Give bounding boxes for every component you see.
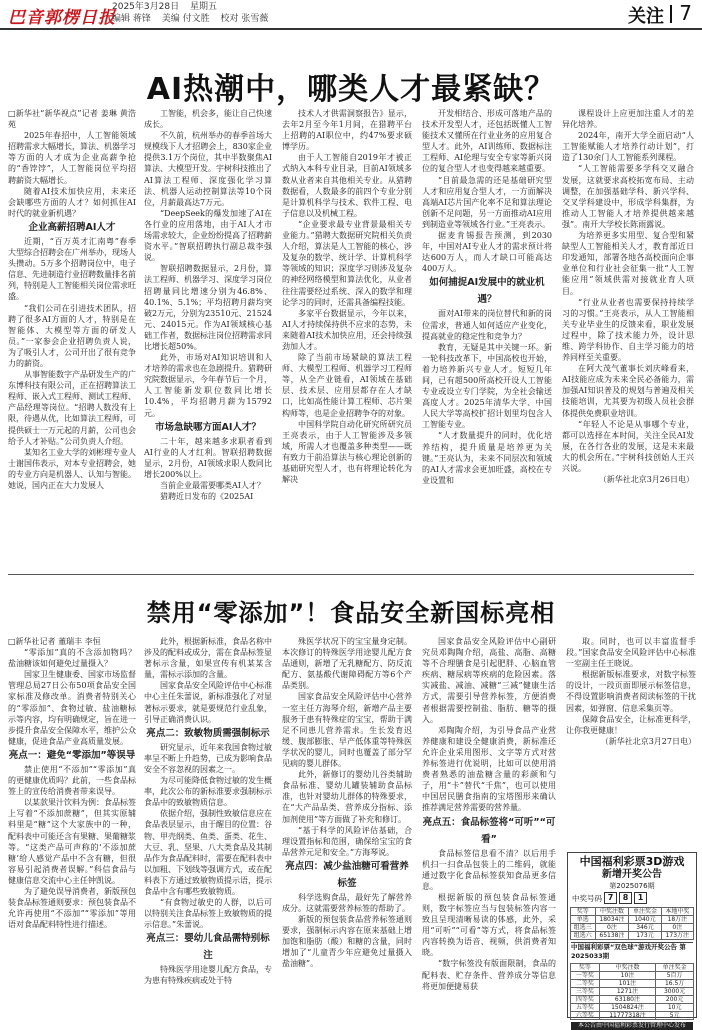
table-row [571,932,694,940]
number-ball: 1 [634,892,647,904]
table-cell: 0注 [595,924,629,932]
paragraph: 研究显示，近年来我国食物过敏率呈不断上升趋势，已成为影响食品安全不容忽视的因素之一。 [144,742,272,774]
paragraph: 为培养更多实用型、复合型和紧缺型人工智能相关人才，教育部近日印发通知，部署各地各高校面向企事业单位和行业社会征集一批“人工智能应用”领域供需对接就业育人项目。 [562,231,694,296]
paragraph: 教育，无疑是其中关键一环。新一轮科技改革下，中国高校也开始，着力培养新兴专业人才。短短几年间，已有超500所高校开设人工智能专业或设立专门学院，为全社会输送高度人才。2025年清华大学、中国人民大学等高校扩招计划里均包含人工智能专业。 [422,342,552,430]
paragraph: 由于人工智能自2019年才被正式纳入本科专业目录，目前AI领域多数从业者来自其他相关专业。从猎聘数据看，人数最多的前四个专业分别是计算机科学与技术、软件工程、电子信息以及机械工程。 [282,153,412,218]
article2-column-4 [422,636,556,1020]
paragraph: 新版的预包装食品营养标签通则要求，强制标示内容在原来基础上增加饱和脂肪（酸）和糖的含量，同时增加了“儿童青少年应避免过量摄入盐油糖”。 [282,915,412,969]
table-cell: 组选三 [571,924,596,932]
paragraph: 除了当前市场紧缺的算法工程师、大模型工程师、机器学习工程师等，从全产业链看，AI领域在基础层、技术层、应用层都存在人才缺口，比如高性能计算工程师、芯片架构师等，也是企业招聘争夺的对象。 [282,353,412,418]
paragraph: 以某款果汁饮料为例：食品标签上写着“不添加蔗糖”，但其实原辅料里是“糖”这个大家族中的一种，配料表中可能还含有果糖、果葡糖浆等。“这类产品可声称的‘不添加蔗糖’给人感觉产品中不含有糖，但很容易引起消费者误解。”科信食品与健康信息交流中心主任钟凯说。 [8,798,136,885]
article1-column-2 [144,108,272,564]
dateline: （新华社北京3月27日电） [600,736,696,746]
article2-column-1 [8,636,136,1020]
article2-column-5 [566,636,696,846]
subheading: 亮点五：食品标签将“可听”“可看” [422,816,556,845]
dateline: （新华社北京3月26日电） [598,475,694,485]
article2-headline: 禁用“零添加”！食品安全新国标亮相 [146,599,556,627]
article1-column-1 [8,108,136,564]
article1-byline: □新华社“新华视点”记者 姜琳 黄浩苑 [8,109,136,130]
lottery-section2-title [571,942,693,961]
lottery-title: 中国福利彩票3D游戏 [579,855,685,868]
header-cell: 单注奖金 [629,908,661,916]
paragraph: 课程设计上应更加注重人才的差异化培养。 [562,109,694,130]
paragraph: 依据介绍，强制性致敏信息应在食品表层显示，由于醒目的位置：谷物、甲壳纲类、鱼类、蛋类、花生、大豆、乳、坚果、八大类食品及其制品作为食品配料时，需要在配料表中以加粗、下划线等强调方式，或在配料表下方通过致敏物质提示语，提示食品中含有哪些致敏物质。 [144,809,272,896]
paragraph: 中国科学院自动化研究所研究员王亮表示，由于人工智能涉及多领域，所需人才也覆盖多种类型——既有致力于前沿算法与核心理论创新的基础研究型人才，也有将理论转化为解决 [282,419,412,485]
subheading: 如何捕捉AI发展中的就业机遇？ [429,277,545,306]
paragraph: 当前企业最需要哪类AI人才？ [160,481,265,490]
article2-byline: □新华社记者 董瑞丰 李恒 [8,637,101,646]
table-cell: 四等奖 [571,996,600,1004]
paragraph: “零添加”真的不含添加物吗？盐油糖该如何避免过量摄入？ [8,648,136,669]
subheading: 亮点四：减少盐油糖可看营养标签 [285,860,409,889]
table-cell: 65138注 [595,932,629,940]
article1-column-5 [562,108,694,564]
table-row [571,980,694,988]
paragraph: 二十年，越来越多求职者看到AI行业的人才红利。智联招聘数据显示，2月份，AI领域求职人数同比增长200%以上。 [144,436,272,479]
header-cell: 奖等 [571,964,600,972]
table-cell: 11777318注 [599,1012,656,1020]
paragraph: “目前最急需的还是基础研究型人才和应用复合型人才，一方面解决高端AI芯片国产化率不足和算法理论创新不足问题，另一方面推动AI应用到制造业等领域各行业。”王亮表示。 [422,175,552,229]
table-cell: 3000元 [656,988,694,996]
lottery-announcement [567,852,697,1029]
lottery-ssq-table [570,963,694,1020]
lottery-footer: 本公告由中国福利彩票发行管理中心发布 [571,1022,693,1030]
table-cell: 18034注 [595,916,629,924]
paragraph: 根据新版的预包装食品标签通则，数字标签应当与包装标签内容一致且呈现清晰易读的体感，此外，采用“可听”“可看”等方式，将食品标签内容转换为语音、视频，供消费者知晓。 [422,892,556,958]
paragraph: “行业从业者也需要保持持续学习的习惯。”王亮表示，从人工智能相关专业毕业生的反馈来看，职业发展过程中，除了技术能力外，设计思维、跨学科协作、自主学习能力的培养同样至关重要。 [562,297,694,363]
paragraph: “我们公司在引进技术团队，招聘了很多AI方面的人才，特别是在智能体、大模型等方面的研发人员。”一家参会企业招聘负责人说，为了吸引人才，公司开出了很有竞争力的薪资。 [8,303,136,368]
table-cell: 5元 [656,1012,694,1020]
table-header-row [571,908,694,916]
paragraph: 面对AI带来的岗位替代和新的岗位需求，普通人如何适应产业变化，提高就业的稳定性和竞争力？ [422,309,552,341]
paragraph: 2025年春招中，人工智能领域招聘需求大幅增长，算法、机器学习等方面的人才成为企业高薪争抢的“香饽饽”，人工智能岗位平均招聘薪资大幅增长。 [8,131,136,185]
paragraph: 国家食品安全风险评估中心营养一室主任方海琴介绍，新增产品主要服务于患有特殊症的宝宝，帮助于满足不同患儿营养需求。生长发育迟缓、腹部膨胀、早产低体重等特殊医学状况的婴儿，同时也覆盖了部分罕见病的婴儿群体。 [282,692,412,769]
table-row [571,972,694,980]
paragraph: 此外，市场对AI知识培训和人才培养的需求也在急剧提升。猎聘研究院数据显示，今年春节后一个月，人工智能新发职位数同比增长10.4%，平均招聘月薪为15792元。 [144,353,272,418]
table-cell: 三等奖 [571,988,600,996]
table-cell: 346元 [629,924,661,932]
paragraph: 猎聘近日发布的《2025AI [160,492,254,502]
table-cell: 一等奖 [571,972,600,980]
number-ball: 7 [604,892,617,904]
table-cell: 16.5万 [656,980,694,988]
newspaper-logo: 巴音郭楞日报 [8,8,116,28]
paragraph: 近期，“百万英才汇南粤”春季大型综合招聘会在广州举办，现场人头攒动。5万多个招聘岗位中，电子信息、先进制造行业招聘数量排名前列，特别是人工智能相关岗位需求旺盛。 [8,236,136,302]
paragraph: 开发相结合、形成可落地产品的技术开发型人才，还包括既懂人工智能技术又懂所在行业业务的应用复合型人才。此外，AI训练师、数据标注工程师、AI伦理与安全专家等新兴岗位的复合型人才也变得越来越重要。 [422,109,552,174]
table-cell: 单选 [571,916,596,924]
number-ball: 8 [619,892,632,904]
paragraph: “数字标签没有版面限制，食品的配料表、贮存条件、营养成分等信息将更加便捷易获 [422,959,556,991]
table-cell: 二等奖 [571,980,600,988]
table-row [571,988,694,996]
paragraph: “人才数量提升的同时，优化培养结构，提升质量是培养更为关键。”王亮认为，未来不同层次和领域的AI人才需求会更加旺盛，高校在专业设置和 [422,431,552,485]
table-cell: 1040元 [629,916,661,924]
header-cell: 中奖注数 [599,964,656,972]
winning-numbers-label: 中奖号码 [572,893,602,903]
lottery-issue: 第2025076期 [609,882,655,890]
paragraph: “有食物过敏史的人群，以后可以特别关注食品标签上致敏物质的提示信息。”朱蕾说。 [144,898,272,930]
paragraph: 国家食品安全风险评估中心副研究员邓陶陶介绍，高盐、高脂、高糖等不合理膳食是引起肥胖、心脑血管疾病、糖尿病等疾病的危险因素。落实减盐、减油、减糖“三减”健康生活方式，需要引导营养标签，方便消费者根据需要控制盐、脂肪、糖等的摄入。 [422,637,556,724]
table-row [571,1012,694,1020]
issue-meta [112,1,276,25]
paragraph: 国家食品安全风险评估中心标准中心主任朱蕾说，新标准强化了对显著标示要求，就是要规范行业乱象，引导正确消费认识。 [144,681,272,724]
section2-issue: 第2025033期 [571,943,686,960]
paragraph: 科学选购食品，最好先了解营养成分。这就需要营养标签的帮助了。 [282,892,412,913]
paragraph: 随着AI技术加快应用，未来还会缺哪些方面的人才？如何抓住AI时代的就业新机遇？ [8,186,136,218]
paragraph: 此外，新修订的婴幼儿谷类辅助食品标准、婴幼儿罐装辅助食品标准，也针对婴幼儿群体的特殊要求，在“大产品品类、营养成分指标、添加剂使用”等方面做了补充和修订。 [282,770,412,824]
masthead [0,0,702,30]
table-cell: 200元 [656,996,694,1004]
issue-date: 2025年3月28日 [112,2,180,12]
paragraph: 据麦肯锡报告预测，到2030年，中国对AI专业人才的需求预计将达600万人，而人才缺口可能高达400万人。 [422,231,552,274]
subheading: 亮点一：避免“零添加”等误导 [8,749,136,761]
paragraph: 邓陶陶介绍，为引导食品产业营养健康和建设全健康消费，新标准还允许企业采用图形、文字等方式对营养标签进行优说明，比如可以使用消费者熟悉的油盐糖含量的彩颜和勺子，用“卡”替代“千焦”，也可以使用中国居民膳食指南的宝塔图形来确认推荐满足营养需要的营养量。 [422,725,556,813]
subheading: 亮点二：致敏物质需强制标示 [146,727,270,739]
winning-numbers [568,891,696,905]
paragraph: 多家平台数据显示，今年以来，AI人才持续保持供不应求的态势，未来随着AI技术加快应用，还会持续强劲加人才。 [282,308,412,351]
lottery-3d-table [570,907,694,940]
editor-credit: 编辑 蒋锋 [112,14,151,24]
subheading: 企业高薪招聘AI人才 [28,221,116,233]
table-cell: 101注 [599,980,656,988]
paragraph: 特殊医学用途婴儿配方食品，专为患有特殊疾病或处于特 [144,965,272,986]
paragraph: 某知名工业大学的刘彬理专业人士谢国伟表示，对本专业招聘会，她的专业方向是机器人、认知与智能。她说，国内正在大力发展人 [8,447,136,490]
table-cell: 组选六 [571,932,596,940]
issue-weekday: 星期五 [189,2,217,12]
paragraph: 殊医学状况下的宝宝量身定制。本次修订的特殊医学用途婴儿配方食品通则，新增了无乳糖配方、防反流配方、氨基酸代谢障碍配方等6个产品类别。 [282,637,412,691]
table-cell: 1271注 [599,988,656,996]
table-cell: 173万注 [661,932,693,940]
paragraph: “DeepSeek的爆发加速了AI在各行业的应用落地，由于AI人才市场需求较大，企业纷纷提高了招聘薪资水平。”智联招聘执行副总裁李强说。 [144,208,272,263]
paragraph: 工智能，机会多，能让自己快速成长。 [144,109,272,130]
header-cell: 中奖注数 [595,908,629,916]
paragraph: “年轻人不论是从事哪个专业，都可以选择在本时间，关注全民AI发展，在各行各业的发展，这是未来最大的机会所在。”宇树科技创始人王兴兴说。 [562,419,694,473]
designer-credit: 美编 付文胜 [161,14,210,24]
header-cell: 单注奖金 [656,964,694,972]
section-title: 关注 [628,6,664,27]
paragraph: 为尽可能降低食物过敏的发生概率，此次公布的新标准要求强制标示食品中的致敏物质信息。 [144,776,272,808]
subheading: 市场急缺哪方面AI人才？ [155,421,261,433]
article1-headline: AI热潮中，哪类人才最紧缺？ [146,72,556,107]
section-divider [670,5,672,23]
table-cell: 63180注 [599,996,656,1004]
header-cell: 奖等 [571,908,596,916]
table-header-row [571,964,694,972]
paragraph: 2024年，南开大学全面启动“人工智能赋能人才培养行动计划”，打造了130余门人工智能系列课程。 [562,131,694,163]
article2-column-2 [144,636,272,1020]
paragraph: 在阿大茂气董事长刘庆峰看来，AI技能应成为未来全民必备能力，需加强AI知识普及的规划与普遍及相关技能培训，尤其要为初级人员社会群体提供免费职业培训。 [562,364,694,418]
paragraph: “人工智能需要多学科交叉融合发展，这就要求高校拓宽布局、主动调整，在加强基础学科、新兴学科、交叉学科建设中，形成学科集群，为推动人工智能人才培养提供越来越强”。南开大学校长陈雨露说。 [562,164,694,229]
paragraph: 保障食品安全，让标准更科学，让你我更健康！ [566,714,696,735]
paragraph: 根据新版标准要求，对数字标签的设计，一段页面即展示标签信息，不得设置影响消费者阅读标签的干扰因素，如弹窗、信息采集页等。 [566,670,696,713]
paragraph: 国家卫生健康委、国家市场监督管理总局27日公布50项食品安全国家标准及修改单。消费者特别关心的“零添加”、食物过敏、盐油糖标示等内容，均有明确规定，旨在进一步提升食品安全保障水平，维护公众健康，促进食品产业高质量发展。 [8,670,136,746]
table-cell: 五等奖 [571,1004,600,1012]
table-cell: 1504824注 [599,1004,656,1012]
subheading: 亮点三：婴幼儿食品需特别标注 [146,933,270,962]
header-cell: 本地中奖 [661,908,693,916]
paragraph: “基于科学的风险评估基础，合理设置指标和范围，确保给宝宝的食品营养元足和安全。”方海琴说。 [282,825,412,857]
paragraph: 不久前，杭州举办的春季首场大规模线下人才招聘会上，830家企业提供3.1万个岗位，其中半数聚焦AI算法、大模型开发。宇树科技推出了AI算法工程师、深度强化学习算法、机器人运动控制算法等10个岗位，月薪最高达7万元。 [144,131,272,207]
table-cell: 0注 [661,924,693,932]
table-cell: 10元 [656,1004,694,1012]
table-row [571,996,694,1004]
section2-title: 中国福利彩票“双色球”游戏开奖公告 [571,943,678,951]
paragraph: 禁止使用“不添加”“零添加”真的更健康优质吗？此前，一些食品标签上的宣传给消费者带来误导。 [8,764,136,797]
page-number: 7 [679,1,692,25]
article1-column-4 [422,108,552,564]
lottery-subtitle: 新增开奖公告 [602,869,662,880]
article2-column-3 [282,636,412,1020]
paragraph: “企业要求最专业背景最相关专业能力。”猎聘大数据研究院相关负责人介绍，算法是人工智能的核心，涉及复杂的数学、统计学、计算机科学等领域的知识；深度学习则涉及复杂的神经网络模型和算法优化，从业者往往需要经过系统、深入的数学和理论学习的同时，还需具备编程技能。 [282,219,412,307]
table-cell: 六等奖 [571,1012,600,1020]
paragraph: 智联招聘数据显示，2月份，算法工程师、机器学习、深度学习岗位招聘量同比增速分别为46.8%、40.1%、5.1%；平均招聘月薪均突破2万元，分别为23510元、21524元、24015元。作为AI领域核心基础工作者，数据标注岗位招聘需求同比增长超50%。 [144,264,272,351]
article1-column-3 [282,108,412,564]
article-divider [8,574,694,575]
table-row [571,1004,694,1012]
table-cell: 173元 [629,932,661,940]
table-cell: 5百万 [656,972,694,980]
paragraph: 此外，根据新标准，食品名称中涉及的配料或成分，需在食品标签显著标示含量，如果宣传有机某某含量，需标示添加的含量。 [144,637,272,680]
table-row [571,916,694,924]
proofreader-credit: 校对 张雪薇 [220,14,269,24]
paragraph: 为了避免误导消费者，新版预包装食品标签通则要求：预包装食品不允许再使用“不添加”“零添加”等用语对食品配料特性进行描述。 [8,886,136,930]
table-cell: 10注 [599,972,656,980]
paragraph: 技术人才供需洞察报告》显示，去年2月至今年1月间，在猎聘平台上招聘的AI职位中，约47%要求硕博学历。 [282,109,412,152]
table-cell: 18万注 [661,916,693,924]
paragraph: 食品标签信息看不清？以后用手机扫一扫食品包装上的二维码，就能通过数字化食品标签获知食品更多信息。 [422,848,556,891]
paragraph: 从事智能数字产品研发生产的广东博科技有限公司，正在招聘算法工程师、嵌入式工程师、测试工程师、产品经理等岗位。“招聘人数没有上限，待遇从优，比如算法工程师，可提供硕士一万元起的月薪，公司也会给予人才补贴。”公司负责人介绍。 [8,370,136,446]
paragraph: 取。同时，也可以丰富监督手段。”国家食品安全风险评估中心标准一室副主任王晓说。 [566,637,696,669]
table-row [571,924,694,932]
